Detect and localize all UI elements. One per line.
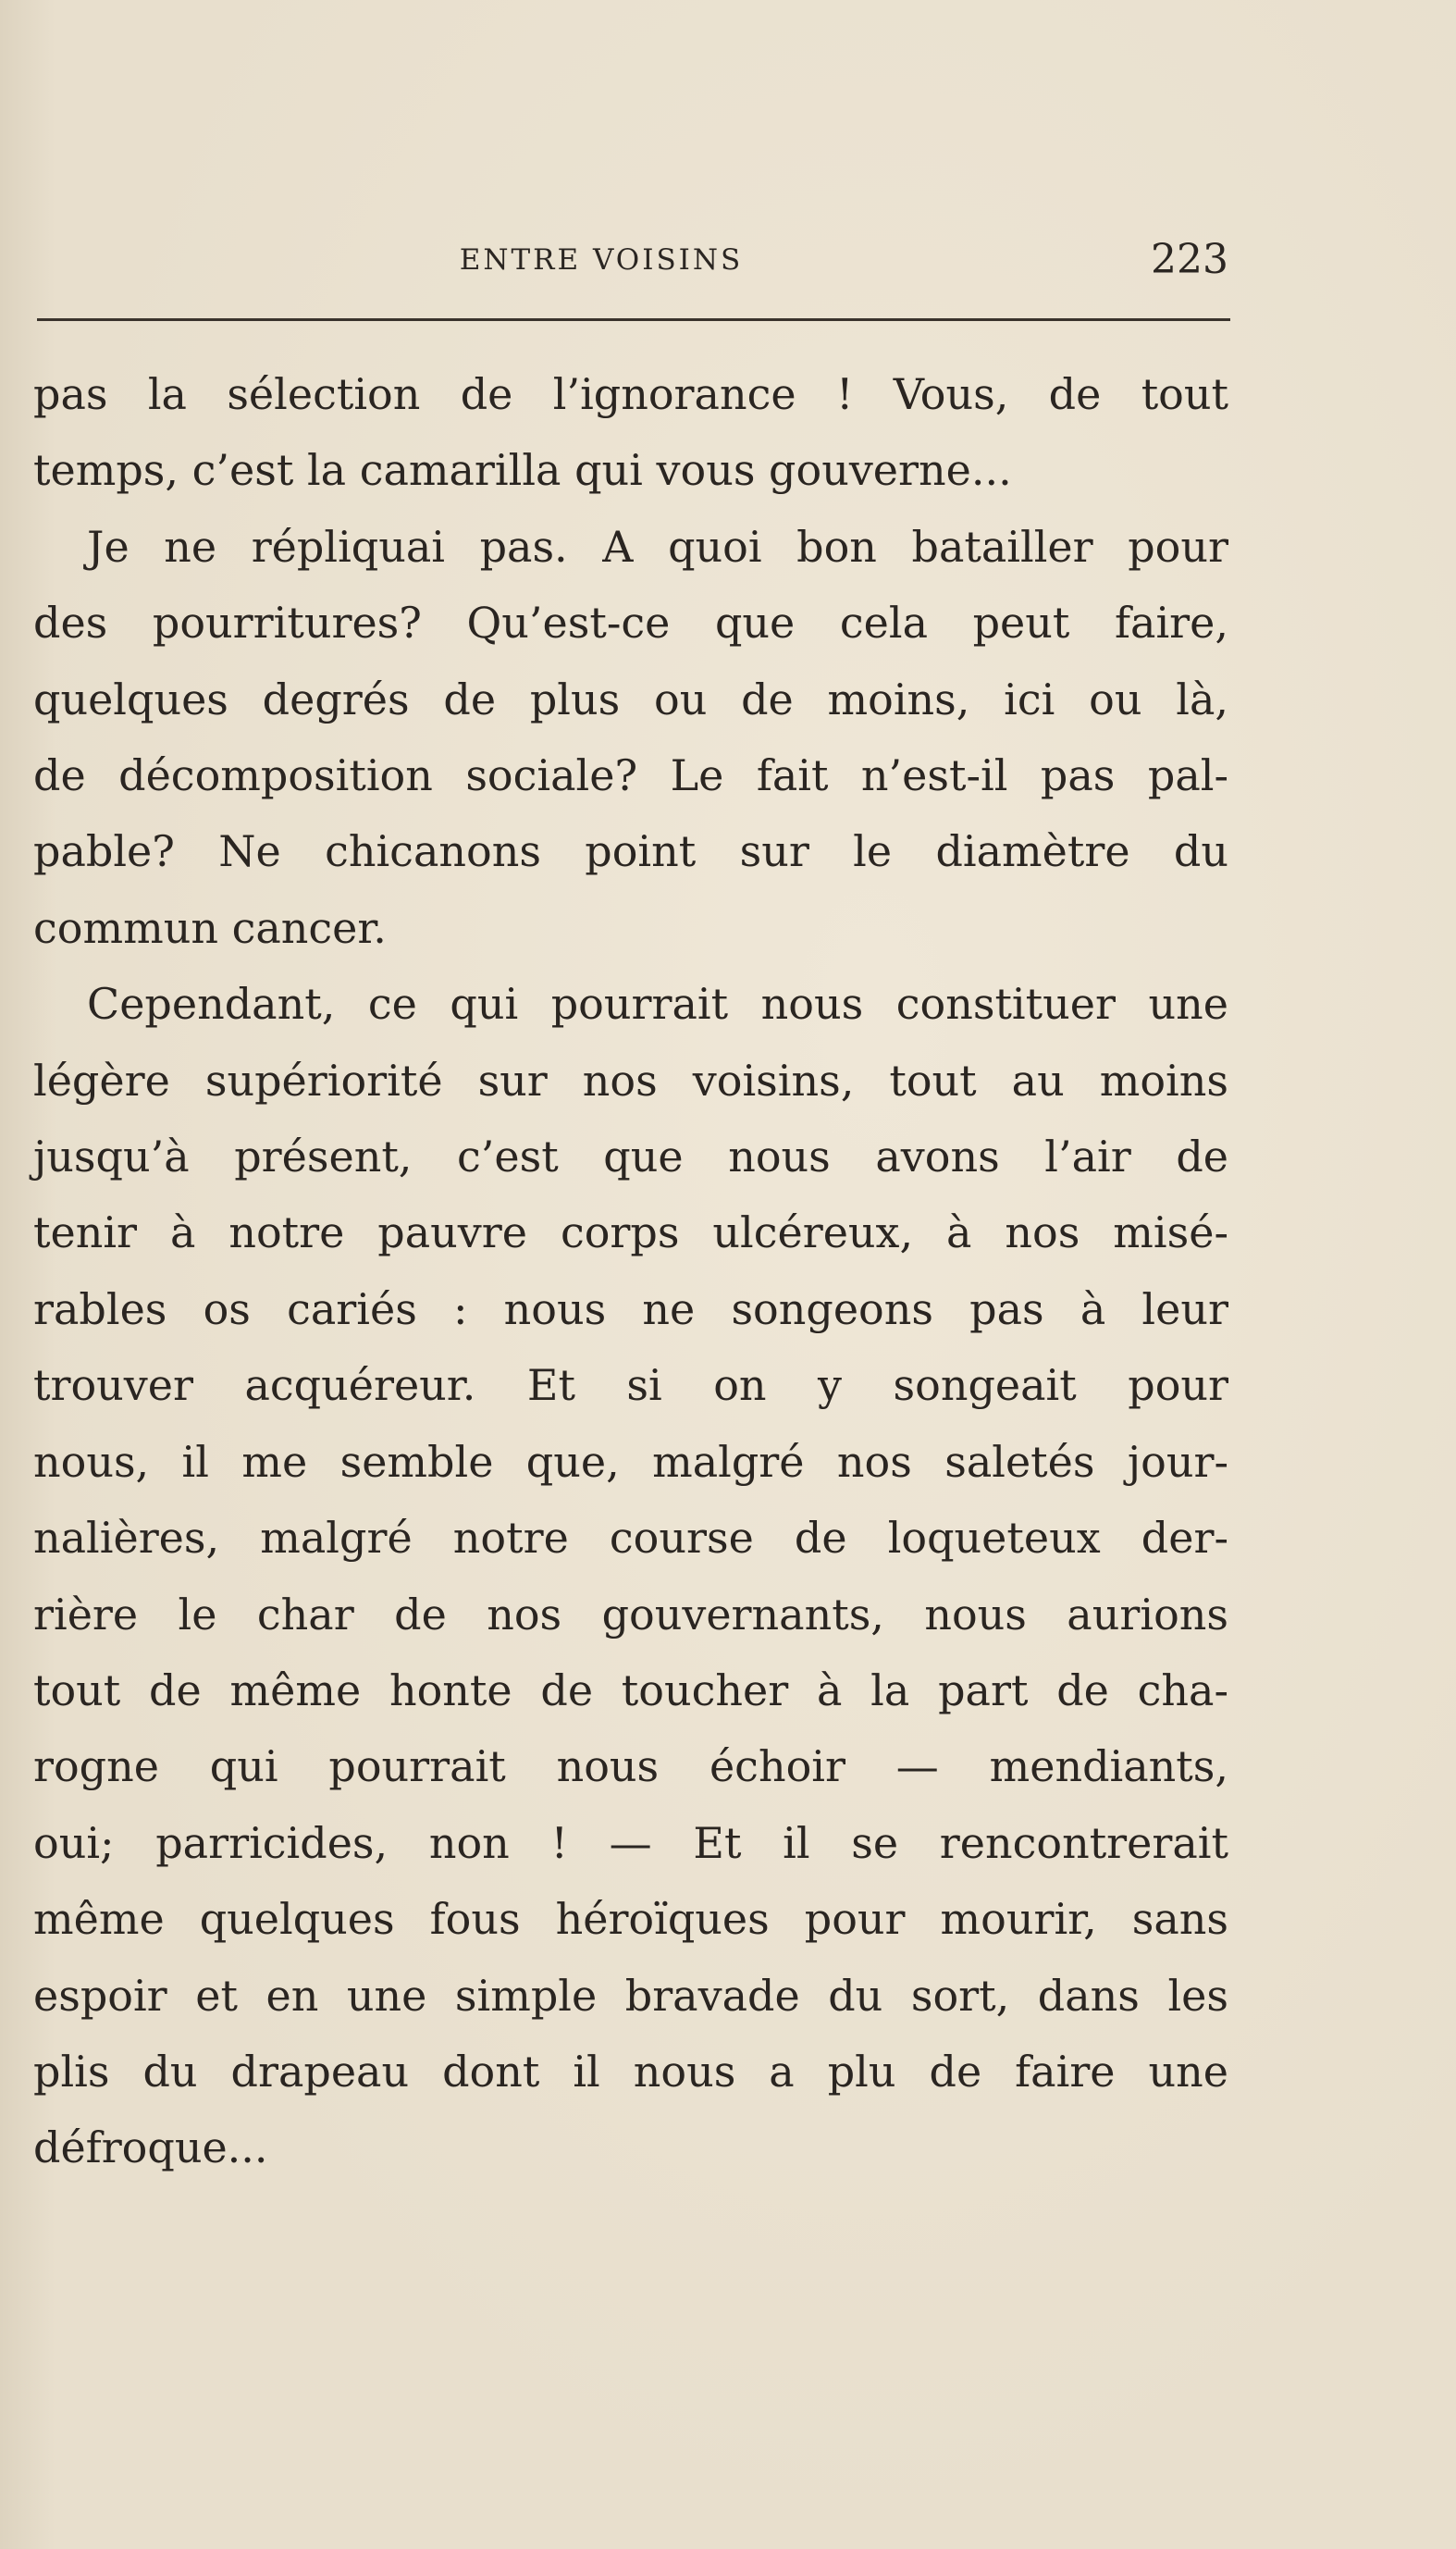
text-line: rables os cariés : nous ne songeons pas à leur bbox=[33, 1283, 1228, 1334]
running-head-title: ENTRE VOISINS bbox=[459, 243, 744, 277]
text-line: jusqu’à présent, c’est que nous avons l’air de bbox=[33, 1132, 1228, 1182]
text-line: temps, c’est la camarilla qui vous gouverne... bbox=[33, 445, 1012, 496]
text-line: rogne qui pourrait nous échoir — mendiants, bbox=[33, 1741, 1228, 1792]
text-line: des pourritures? Qu’est-ce que cela peut faire, bbox=[33, 598, 1228, 649]
text-line: trouver acquéreur. Et si on y songeait pour bbox=[33, 1360, 1228, 1411]
text-line: tout de même honte de toucher à la part de cha- bbox=[33, 1664, 1228, 1715]
text-line: nalières, malgré notre course de loqueteux der- bbox=[33, 1513, 1228, 1564]
text-line: oui; parricides, non ! — Et il se rencontrerait bbox=[33, 1817, 1228, 1868]
text-line: rière le char de nos gouvernants, nous aurions bbox=[33, 1589, 1228, 1640]
paragraph-continuation bbox=[33, 356, 1228, 509]
text-line: pable? Ne chicanons point sur le diamètre du bbox=[33, 826, 1228, 877]
text-line: légère supériorité sur nos voisins, tout au moins bbox=[33, 1055, 1228, 1106]
text-line: quelques degrés de plus ou de moins, ici ou là, bbox=[33, 674, 1228, 724]
text-line: Cependant, ce qui pourrait nous constituer une bbox=[87, 979, 1228, 1030]
text-line: espoir et en une simple bravade du sort, dans les bbox=[33, 1970, 1228, 2021]
text-line: de décomposition sociale? Le fait n’est-il pas pal- bbox=[33, 750, 1228, 801]
paragraph-cependant bbox=[33, 966, 1228, 2186]
page-number: 223 bbox=[1151, 236, 1228, 283]
text-line: pas la sélection de l’ignorance ! Vous, de tout bbox=[33, 369, 1228, 419]
text-line: Je ne répliquai pas. A quoi bon batailler pour bbox=[87, 521, 1228, 572]
body-text bbox=[33, 356, 1228, 2186]
text-line: plis du drapeau dont il nous a plu de faire une bbox=[33, 2046, 1228, 2097]
paragraph-reply bbox=[33, 509, 1228, 966]
text-line: défroque... bbox=[33, 2122, 268, 2173]
text-line: commun cancer. bbox=[33, 902, 387, 953]
text-line: nous, il me semble que, malgré nos saletés jour- bbox=[33, 1436, 1228, 1487]
text-line: même quelques fous héroïques pour mourir, sans bbox=[33, 1894, 1228, 1945]
header-rule bbox=[37, 318, 1230, 321]
text-line: tenir à notre pauvre corps ulcéreux, à nos misé- bbox=[33, 1207, 1228, 1258]
running-head bbox=[37, 236, 1228, 291]
